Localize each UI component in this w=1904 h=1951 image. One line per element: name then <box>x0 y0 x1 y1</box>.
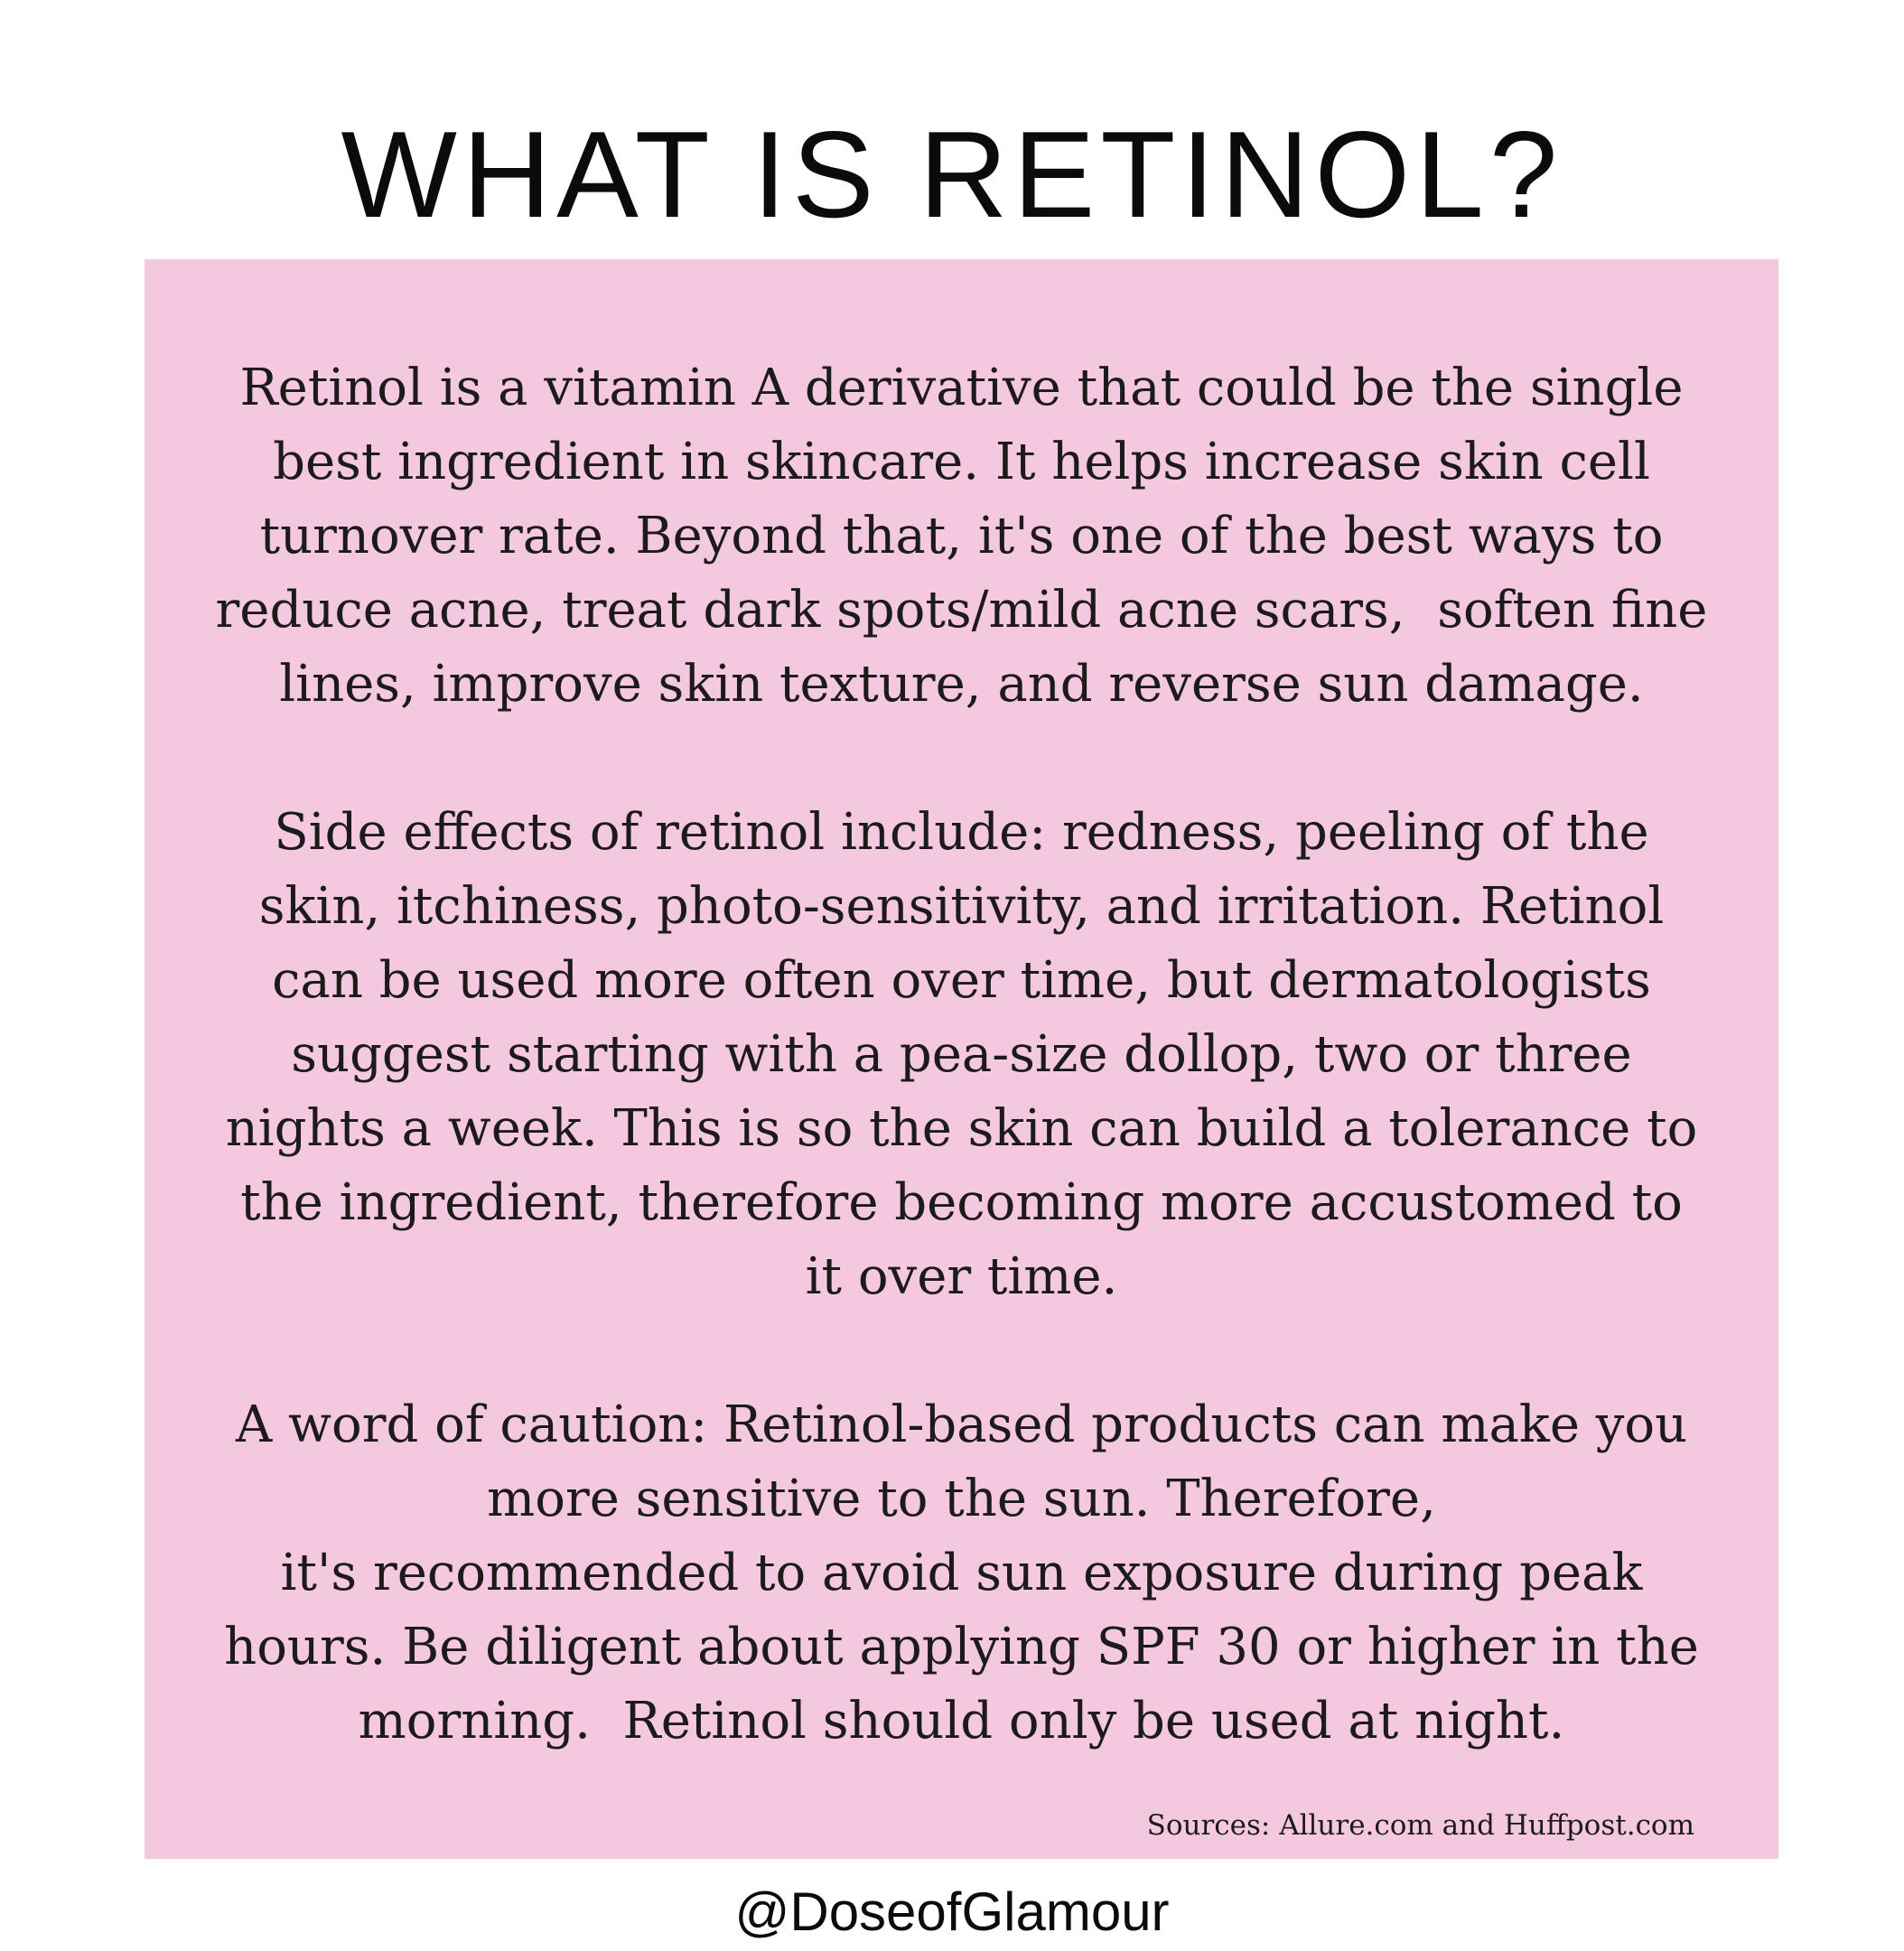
text-line: skin, itchiness, photo-sensitivity, and irritation. Retinol <box>258 877 1665 936</box>
text-line: lines, improve skin texture, and reverse sun damage. <box>279 655 1644 714</box>
paragraph-intro <box>145 351 1778 722</box>
social-handle: @DoseofGlamour <box>734 1881 1170 1942</box>
text-line: best ingredient in skincare. It helps increase skin cell <box>273 433 1650 491</box>
text-line: hours. Be diligent about applying SPF 30 or higher in the <box>224 1618 1699 1676</box>
paragraph-caution <box>145 1388 1778 1759</box>
text-line: can be used more often over time, but dermatologists <box>272 951 1651 1010</box>
text-line: reduce acne, treat dark spots/mild acne scars, soften fine <box>215 581 1708 639</box>
text-line: A word of caution: Retinol-based products can make you <box>235 1396 1688 1454</box>
sources-credit: Sources: Allure.com and Huffpost.com <box>1146 1809 1694 1842</box>
text-line: Retinol is a vitamin A derivative that could be the single <box>239 359 1684 417</box>
content-panel <box>145 259 1778 1859</box>
text-line: morning. Retinol should only be used at night. <box>358 1692 1565 1750</box>
text-line: turnover rate. Beyond that, it's one of the best ways to <box>259 507 1664 565</box>
paragraph-side-effects <box>145 796 1778 1314</box>
text-line: nights a week. This is so the skin can build a tolerance to <box>225 1099 1698 1158</box>
text-line: suggest starting with a pea-size dollop, two or three <box>291 1025 1632 1084</box>
text-line: Side effects of retinol include: redness, peeling of the <box>274 803 1649 862</box>
text-line: it's recommended to avoid sun exposure during peak <box>280 1544 1643 1602</box>
article-body <box>145 351 1778 1759</box>
page-title: WHAT IS RETINOL? <box>341 106 1563 243</box>
text-line: more sensitive to the sun. Therefore, <box>487 1470 1436 1528</box>
text-line: the ingredient, therefore becoming more accustomed to <box>240 1173 1683 1232</box>
text-line: it over time. <box>805 1247 1118 1306</box>
